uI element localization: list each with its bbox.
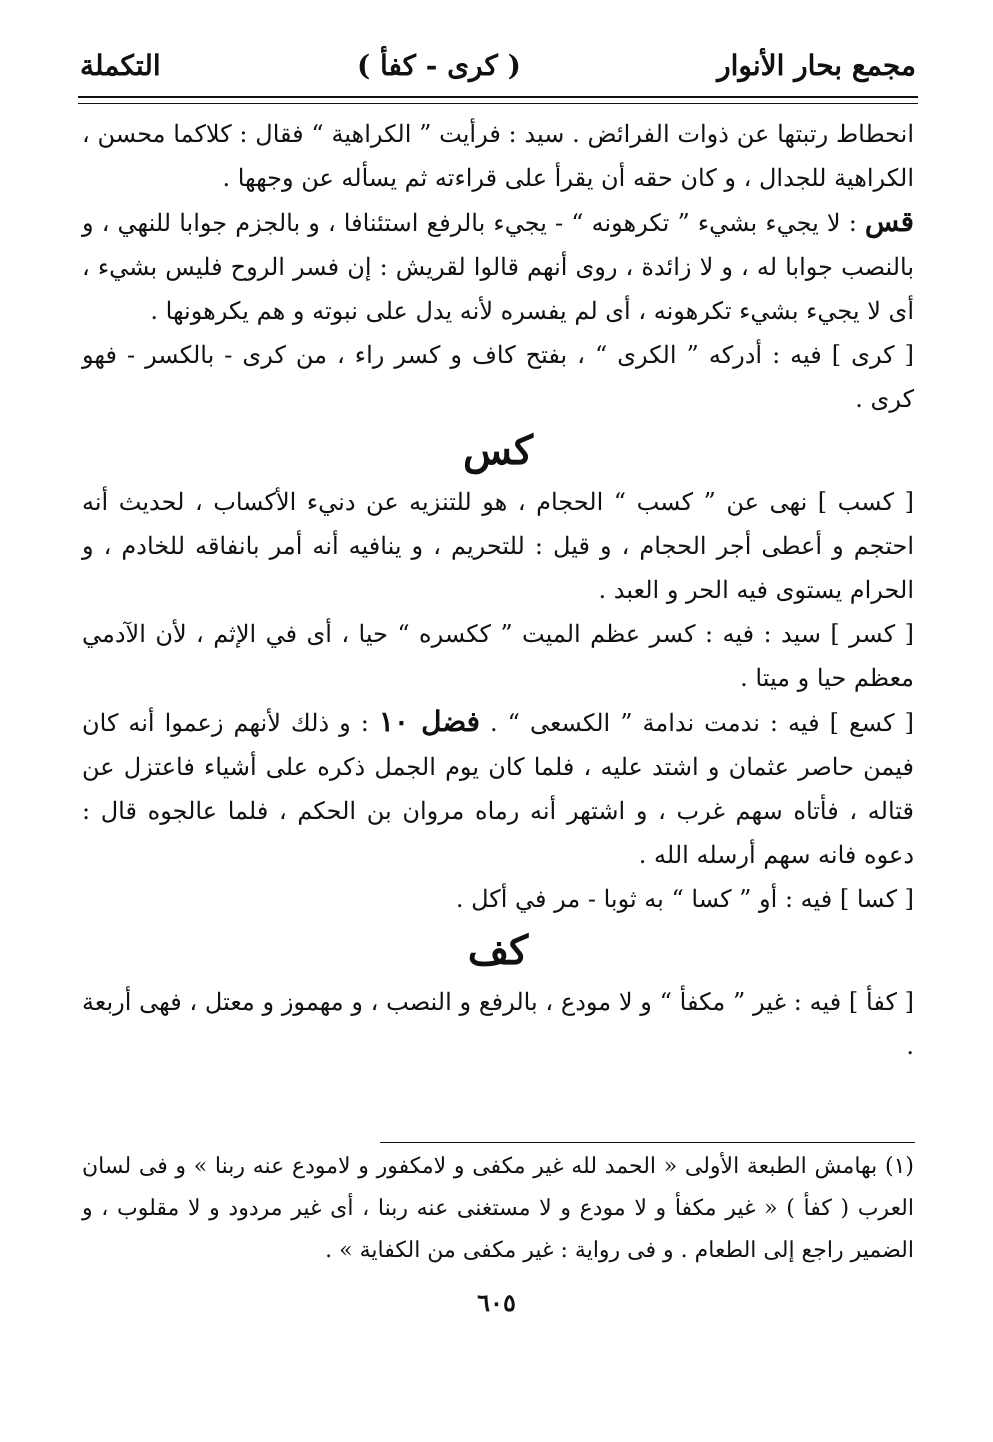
entry-kasb: [ كسب ] نهى عن ” كسب “ الحجام ، هو للتنزيه عن دنيء الأكساب ، لحديث أنه احتجم و أعطى أجر الحجام ، و قيل : للتحريم ، و ينافيه أنه أمر بانفاقه للخادم ، و الحرام يستوى فيه الحر و العبد . [82,488,914,604]
header-book-title: مجمع بحار الأنوار [717,48,916,82]
paragraph-2-text: : لا يجيء بشيء ” تكرهونه “ - يجيء بالرفع استئنافا ، و بالجزم جوابا للنهي ، و بالنصب جوابا له ، و لا زائدة ، روى أنهم قالوا لقريش : إن فسر الروح فليس بشيء ، أى لا يجيء بشيء تكرهونه ، أى لم يفسره لأنه يدل على نبوته و هم يكرهونها . [82,209,915,325]
entry-kasaa-text: : و ذلك لأنهم زعموا أنه كان فيمن حاصر عثمان و اشتد عليه ، فلما كان يوم الجمل ذكره على أشياء فاعتزل عن قتاله ، فأتاه سهم غرب ، و اشتهر أنه رماه مروان بن الحكم ، فلما عالجوه قال : دعوه فانه سهم أرسله الله . [82,709,914,869]
main-text [82,112,914,1068]
entry-kasr: [ كسر ] سيد : فيه : كسر عظم الميت ” ككسره “ حيا ، أى في الإثم ، لأن الآدمي معظم حيا و ميتا . [82,620,914,692]
footnote [82,1146,914,1272]
page-number: ٦٠٥ [477,1288,516,1317]
entry-kasa: [ كسا ] فيه : أو ” كسا “ به ثوبا - مر في أكل . [455,885,914,913]
entry-kasaa [82,700,914,877]
header-entry-range: ( كرى - كفأ ) [356,48,521,82]
footnote-text: (١) بهامش الطبعة الأولى « الحمد لله غير مكفى و لامكفور و لامودع عنه ربنا » و فى لسان العرب ( كفأ ) « غير مكفأ و لا مودع و لا مستغنى عنه ربنا ، أى غير مردود و لا مقلوب ، و الضمير راجع إلى الطعام . و فى رواية : غير مكفى من الكفاية » . [82,1154,914,1263]
footnote-divider [380,1142,915,1143]
section-heading-kas: كس [462,427,534,474]
paragraph-1: انحطاط رتبتها عن ذوات الفرائض . سيد : فرأيت ” الكراهية “ فقال : كلاكما محسن ، الكراهية للجدال ، و كان حقه أن يقرأ على قراءته ثم يسأله عن وجهها . [82,120,914,192]
source-keyword: فضل ١٠ [378,705,480,738]
entry-kafaa: [ كفأ ] فيه : غير ” مكفأ “ و لا مودع ، بالرفع و النصب ، و مهموز و معتل ، فهى أربعة . [82,988,914,1060]
header-divider [78,96,918,104]
header-supplement-label: التكملة [80,48,161,82]
paragraph-2 [82,200,914,333]
running-header [80,40,916,90]
entry-kasaa-lead: [ كسع ] فيه : ندمت ندامة ” الكسعى “ . [490,709,914,737]
section-heading-kaf: كف [467,927,529,974]
entry-kara: [ كرى ] فيه : أدركه ” الكرى “ ، بفتح كاف و كسر راء ، من كرى - بالكسر - فهو كرى . [82,341,914,413]
source-keyword: قس [864,205,914,238]
